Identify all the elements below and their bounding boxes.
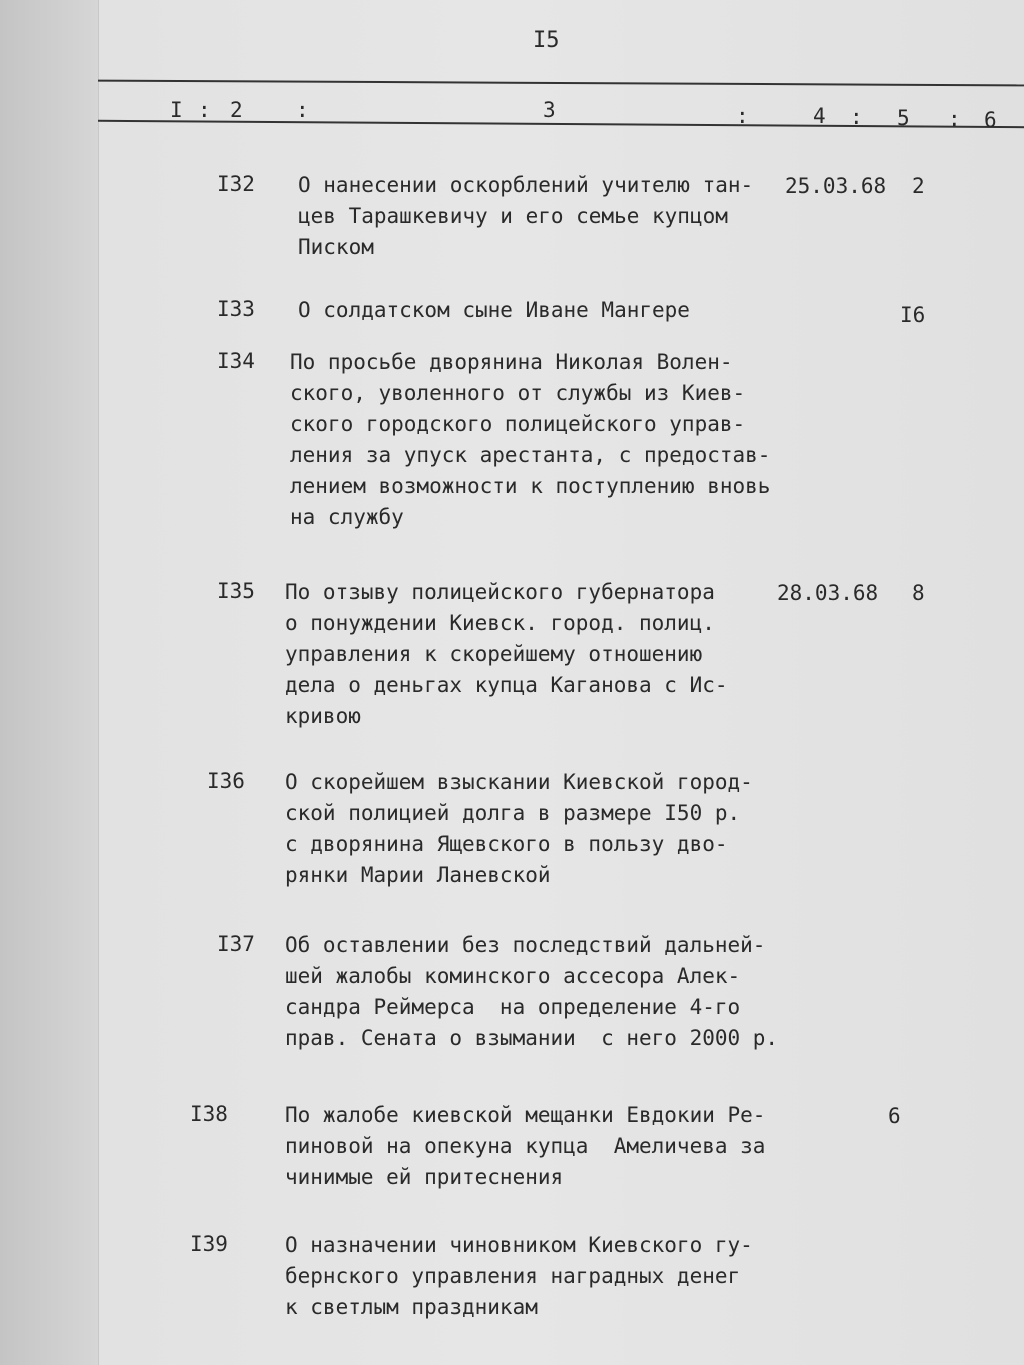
col-separator: : xyxy=(850,105,863,129)
col-header-5: 5 xyxy=(897,106,910,130)
entry-text-line: прав. Сената о взымании с него 2000 р. xyxy=(285,1026,779,1050)
entry-number: I39 xyxy=(190,1232,228,1256)
entry-text-line: По отзыву полицейского губернатора xyxy=(285,580,715,604)
entry-text-line: О скорейшем взыскании Киевской город- xyxy=(285,770,753,794)
entry-text-line: О нанесении оскорблений учителю тан- xyxy=(298,173,754,197)
entry-text-line: сандра Реймерса на определение 4-го xyxy=(285,995,741,1019)
entry-text-line: ской полицией долга в размере I50 р. xyxy=(285,801,741,825)
entry-number: I33 xyxy=(217,297,255,321)
entry-text-line: О солдатском сыне Иване Мангере xyxy=(298,298,690,322)
col-separator: : xyxy=(948,107,961,131)
col-header-3: 3 xyxy=(543,98,556,122)
entry-sheets: 8 xyxy=(912,581,925,605)
column-header-row xyxy=(0,98,1024,132)
entry-text-line: чинимые ей притеснения xyxy=(285,1165,564,1189)
entry-sheets: I6 xyxy=(900,303,926,327)
entry-number: I36 xyxy=(207,769,245,793)
page-number: I5 xyxy=(533,28,560,53)
entry-text-line: бернского управления наградных денег xyxy=(285,1264,741,1288)
entry-text-line: рянки Марии Ланевской xyxy=(285,863,551,887)
entry-text-line: цев Тарашкевичу и его семье купцом xyxy=(298,204,728,228)
entry-text-line: ского, уволенного от службы из Киев- xyxy=(290,381,746,405)
entry-text-line: Об оставлении без последствий дальней- xyxy=(285,933,766,957)
entry-text-line: управления к скорейшему отношению xyxy=(285,642,703,666)
entry-text-line: с дворянина Ящевского в пользу дво- xyxy=(285,832,728,856)
entry-text-line: ского городского полицейского управ- xyxy=(290,412,746,436)
entry-text-line: о понуждении Киевск. город. полиц. xyxy=(285,611,715,635)
entry-date: 25.03.68 xyxy=(785,174,887,198)
col-separator: : xyxy=(736,104,749,128)
entry-text-line: пиновой на опекуна купца Амеличева за xyxy=(285,1134,766,1158)
entry-number: I32 xyxy=(217,172,255,196)
entry-sheets: 2 xyxy=(912,174,925,198)
entry-number: I37 xyxy=(217,932,255,956)
col-separator: : xyxy=(296,98,309,122)
entry-number: I35 xyxy=(217,579,255,603)
entry-text-line: шей жалобы коминского ассесора Алек- xyxy=(285,964,741,988)
entry-text-line: на службу xyxy=(290,505,404,529)
col-header-1: I xyxy=(170,98,183,122)
facing-page-edge xyxy=(0,0,99,1365)
entry-text-line: кривою xyxy=(285,704,361,728)
entry-text-line: По жалобе киевской мещанки Евдокии Ре- xyxy=(285,1103,766,1127)
col-header-2: 2 xyxy=(230,98,243,122)
entry-text-line: ления за упуск арестанта, с предостав- xyxy=(290,443,771,467)
entry-sheets: 6 xyxy=(888,1104,901,1128)
entry-text-line: Писком xyxy=(298,235,374,259)
header-top-rule xyxy=(98,80,1024,87)
entry-text-line: О назначении чиновником Киевского гу- xyxy=(285,1233,753,1257)
entry-text-line: По просьбе дворянина Николая Волен- xyxy=(290,350,733,374)
col-header-4: 4 xyxy=(813,104,826,128)
entry-date: 28.03.68 xyxy=(777,581,879,605)
entry-number: I34 xyxy=(217,349,255,373)
entry-number: I38 xyxy=(190,1102,228,1126)
entry-text-line: лением возможности к поступлению вновь xyxy=(290,474,771,498)
col-separator: : xyxy=(198,98,211,122)
col-header-6: 6 xyxy=(984,108,997,132)
entry-text-line: дела о деньгах купца Каганова с Ис- xyxy=(285,673,728,697)
entry-text-line: к светлым праздникам xyxy=(285,1295,538,1319)
